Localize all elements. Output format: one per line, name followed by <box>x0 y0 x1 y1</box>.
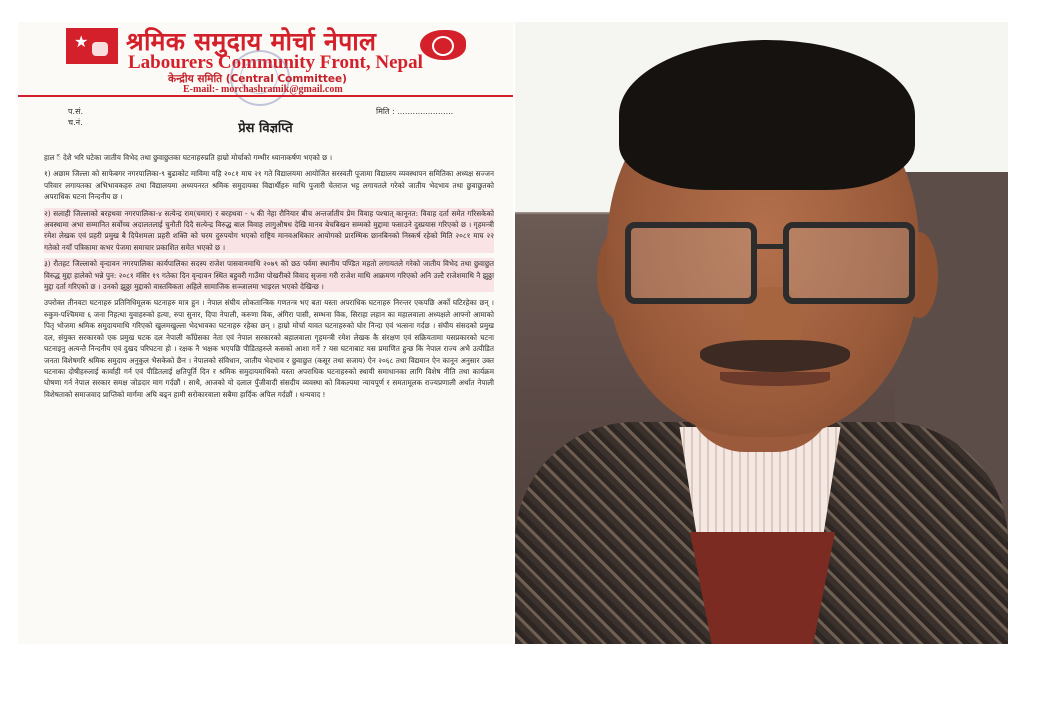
org-name-nepali: श्रमिक समुदाय मोर्चा नेपाल <box>126 27 377 56</box>
eyeglasses-icon <box>625 222 915 302</box>
document-body <box>44 152 494 405</box>
paragraph-achham: १) अछाम जिल्ला को साफेबगर नगरपालिका-९ बुढाकोट माविमा यहि २०८१ माघ २१ गते विद्यालयमा आयोजित सरस्वती पूजामा विद्यालय व्यवस्थापन समितिका अध्यक्ष सज्जन परिवार लगायतका अभिभावकहरु तथा विद्यालयमा अध्ययनरत श्रमिक समुदायका विद्यार्थीहरु माथि पुजारी चेतराज भट्ट लगायतले गरेको जातीय भेदभाव तथा छुवाछुतको अपराधिक घटना निन्दनीय छ । <box>44 169 494 202</box>
chalani-number: च.नं. <box>68 118 83 127</box>
star-icon: ★ <box>74 32 89 51</box>
fist-icon <box>92 42 108 56</box>
hair <box>619 40 915 190</box>
intro-paragraph: हाल ैं देशै भरि घटेका जातीय विभेद तथा छुवाछुतका घटनाहरुप्रति हाम्रो मोर्चाको गम्भीर ध्यानाकर्षण भएको छ । <box>44 153 333 162</box>
maroon-sweater <box>690 532 835 644</box>
org-email: E-mail:- morchashramik@gmail.com <box>183 84 343 95</box>
press-release-document <box>18 22 513 644</box>
letterhead-divider <box>18 95 513 97</box>
date-field: मिति : ...................... <box>376 107 454 116</box>
document-heading: प्रेस विज्ञप्ति <box>238 121 293 136</box>
paragraph-conclusion: उपरोक्त तीनवटा घटनाहरु प्रतिनिधिमूलक घटनाहरु मात्र हुन । नेपाल संघीय लोकतान्त्रिक गणतन्त्र भए बता यस्ता अपराधिक घटनाहरु निरन्तर एकपछि अर्को घटिरहेका छन् ।रुकुम-पश्चिममा ६ जना निहत्था युवाहरुको हत्या, रुपा सुनार, दिपा नेपाली, करुणा विक, अंगिरा पासी, सम्भना विक, सिराहा लहान का महालवाला अध्यक्षले आफ्नो आमाको पितृ भोजमा श्रमिक समुदायमाथि गरिएको खुलमखुल्ला भेदभावका घटनाहरु रहेका छन् । हाम्रो मोर्चा यावत घटनाहरुको घोर निन्दा एवं भत्सना गर्दछ । संघीय संसदको प्रमुख दल, संयुक्त सरकारको एक प्रमुख घटक दल नेपाली काँग्रेसका नेता एवं नेपाल सरकारको बहालवाला गृहमन्त्री रमेश लेखक कै संरक्षण एवं सक्रियतामा यसप्रकारको घटना घटनाइनु अत्यन्तै निन्दनीय एवं दुखद परिघटना हो । रक्षक नै भक्षक भएपछि पीडितहरुले कसको आशा गर्ने ? यस घटनाबाट यस प्रमाणित हुन्छ कि नेपाल राज्य अभै उत्पीडित जनता विशेषगरि श्रमिक समुदाय अनुकुल भैसकेको छैन । नेपालको संविधान, जातीय भेदभाव र छुवाछुत (कसूर तथा सजाय) ऐन २०६८ तथा विद्यमान ऐन कानून अनुसार उक्त घटनाका दोषीहरुलाई कार्वाही गर्न एवं पीडितलाई क्षतिपूर्ति दिन र श्रमिक समुदायमाथिको यस्ता अपराधिक घटनाहरुको स्थायी समाधानका लागि विशेष नीति तथा कार्यक्रम घोषणा गर्न नेपाल सरकार समक्ष जोडदार माग गर्दछौं । साथै, आजको यो दलाल पुँजीवादी संसदीय व्यवस्था को विकल्पमा न्यायपूर्ण र समतामूलक राज्यप्रणाली अर्थात नेपाली विशेषताको समाजवाद प्राप्तिको मार्गमा अघि बढ्न हामी सरोकारवाला सबैमा हार्दिक अपिल गर्दछौं । धन्यवाद ! <box>44 298 494 399</box>
committee-label: केन्द्रीय समिति (Central Committee) <box>168 73 347 85</box>
mouth <box>720 372 830 386</box>
portrait-photo <box>515 22 1008 644</box>
org-name-english: Labourers Community Front, Nepal <box>128 52 423 73</box>
paragraph-rautahat: ३) रौतहट जिल्लाको वृन्दावन नगरपालिका कार्यपालिका सदस्य राजेश पासवानमाथि २०७९ को छठ पर्वमा स्थानीय पण्डित महतो लगायतले गरेको जातीय विभेद तथा छुवाछुत विरुद्ध मुद्दा हालेको भन्ने पुन: २०८१ मंसिर १९ गतेका दिन वृन्दावन स्थित बहुवरी गाउँमा पोखरीको विवाद सृजना गरी राजेश माथि आक्रमण गरिएको अनि उल्टै राजेशमाथि नै झुठ्ठा मुद्दा दर्ता गरिएको छ । उनको झुठ्ठा मुद्दाको वास्तविकता अहिले सामाजिक सञ्जालमा भाइरल भएको देखिन्छ । <box>44 259 494 292</box>
party-logo <box>66 28 118 64</box>
paragraph-sarlahi: २) सलाही जिल्लाको बरहथवा नगरपालिका-४ सत्येन्द्र राम(चमार) र बरहथवा - ५ की नेहा रौनियार बीच अन्तर्जातीय प्रेम विवाह पश्चात् कानूनत: विवाह दर्ता समेत गरिसकेको अवस्थामा अभा सम्मानित सर्वोच्च अदालतलाई चुनौती दिदै सत्येन्द्र विरुद्ध बाल विवाह लागुऔषध देखि मानव बेचबिखन सम्मको मुद्दामा फसाउने दुस्प्रयास गरिएको छ । गृहमन्त्री रमेश लेखक एवं प्रहरी प्रमुख बै दिपेशमला प्रहरी शक्ति को चरम दुरुपयोग भएको राष्ट्रिय मानवअधिकार आयोगको प्रारम्भिक छानबिनको निस्कर्ष रहेको मिति २०८१ माघ २२ गतेको नयाँ पत्रिकामा कभर पेजमा समाचार प्रकाशित समेत भएको छ । <box>44 208 494 252</box>
patra-sankhya: प.सं. <box>68 107 84 116</box>
emblem-icon <box>420 30 466 60</box>
mustache <box>700 340 850 372</box>
